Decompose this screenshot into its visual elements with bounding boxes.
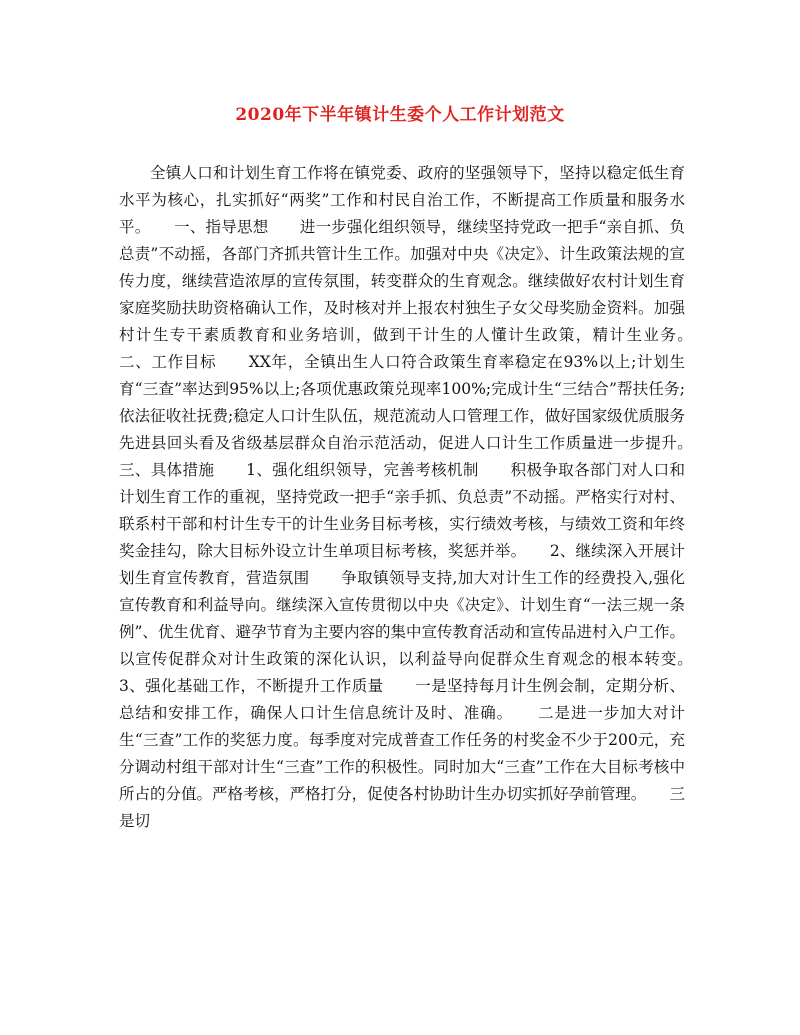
document-body-paragraph: 全镇人口和计划生育工作将在镇党委、政府的坚强领导下，坚持以稳定低生育水平为核心，扎实抓好“两奖”工作和村民自治工作，不断提高工作质量和服务水平。 一、指导思想 进一步强化组织领导，继续坚持党政一把手“亲自抓、负总责”不动摇，各部门齐抓共管计生工作。加强对中央《决定》、计生政策法规的宣传力度，继续营造浓厚的宣传氛围，转变群众的生育观念。继续做好农村计划生育家庭奖励扶助资格确认工作，及时核对并上报农村独生子女父母奖励金资料。加强村计生专干素质教育和业务培训，做到干计生的人懂计生政策，精计生业务。 二、工作目标 XX年，全镇出生人口符合政策生育率稳定在93%以上;计划生育“三查”率达到95%以上;各项优惠政策兑现率100%;完成计生“三结合”帮扶任务;依法征收社抚费;稳定人口计生队伍，规范流动人口管理工作，做好国家级优质服务先进县回头看及省级基层群众自治示范活动，促进人口计生工作质量进一步提升。 三、具体措施 1、强化组织领导，完善考核机制 积极争取各部门对人口和计划生育工作的重视，坚持党政一把手“亲手抓、负总责”不动摇。严格实行对村、联系村干部和村计生专干的计生业务目标考核，实行绩效考核，与绩效工资和年终奖金挂勾，除大目标外设立计生单项目标考核，奖惩并举。 2、继续深入开展计划生育宣传教育，营造氛围 争取镇领导支持,加大对计生工作的经费投入,强化宣传教育和利益导向。继续深入宣传贯彻以中央《决定》、计划生育“一法三规一条例”、优生优育、避孕节育为主要内容的集中宣传教育活动和宣传品进村入户工作。以宣传促群众对计生政策的深化认识，以利益导向促群众生育观念的根本转变。 3、强化基础工作，不断提升工作质量 一是坚持每月计生例会制，定期分析、总结和安排工作，确保人口计生信息统计及时、准确。 二是进一步加大对计生“三查”工作的奖惩力度。每季度对完成普查工作任务的村奖金不少于200元，充分调动村组干部对计生“三查”工作的积极性。同时加大“三查”工作在大目标考核中所占的分值。严格考核，严格打分，促使各村协助计生办切实抓好孕前管理。 三是切 [119,164,717,830]
document-title: 2020年下半年镇计生委个人工作计划范文 [235,105,565,125]
